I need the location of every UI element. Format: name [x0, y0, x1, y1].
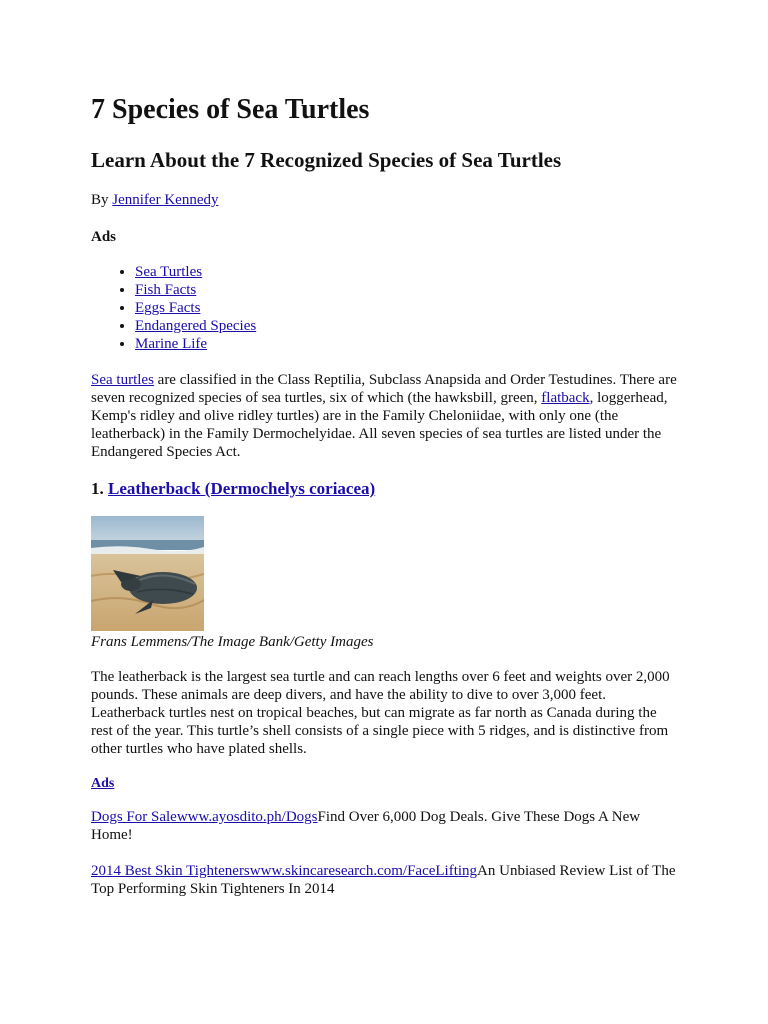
intro-text-b: , loggerhead, Kemp's ridley and olive ridley turtles) are in the Family Cheloniidae, with only one (the leatherback) in the Family Dermochelyidae. All seven species of sea turtles are listed under the Endangered Species Act.	[91, 390, 668, 460]
author-link[interactable]: Jennifer Kennedy	[112, 192, 219, 208]
ad-link-dogs-for-sale[interactable]: Dogs For Salewww.ayosdito.ph/Dogs	[91, 809, 318, 825]
flatback-link[interactable]: flatback	[541, 390, 590, 406]
ad-link-endangered-species[interactable]: Endangered Species	[135, 318, 257, 334]
section-number: 1.	[91, 479, 108, 498]
leatherback-description: The leatherback is the largest sea turtle and can reach lengths over 6 feet and weights over 2,000 pounds. These animals are deep divers, and have the ability to dive to over 3,000 feet. Leatherback turtles nest on tropical beaches, but can migrate as far north as Canada during the rest of the year. This turtle’s shell consists of a single piece with 5 ridges, and is distinctive from other turtles who have plated shells.	[91, 669, 670, 757]
list-item	[135, 299, 256, 317]
list-item	[135, 263, 256, 281]
page-subtitle: Learn About the 7 Recognized Species of Sea Turtles	[91, 148, 562, 172]
ad-item-skin	[91, 862, 681, 898]
ad-link-fish-facts[interactable]: Fish Facts	[135, 282, 197, 298]
ad-link-sea-turtles[interactable]: Sea Turtles	[135, 264, 203, 280]
leatherback-turtle-photo	[91, 516, 204, 631]
photo-caption: Frans Lemmens/The Image Bank/Getty Images	[91, 634, 374, 650]
leatherback-link[interactable]: Leatherback (Dermochelys coriacea)	[108, 479, 376, 498]
sea-turtles-link[interactable]: Sea turtles	[91, 372, 154, 388]
ad-link-marine-life[interactable]: Marine Life	[135, 336, 208, 352]
turtle-photo-illustration	[91, 516, 204, 631]
section-heading-leatherback	[91, 478, 375, 500]
ads-heading-link	[91, 775, 114, 793]
intro-paragraph	[91, 371, 681, 461]
ads-link[interactable]: Ads	[91, 776, 115, 791]
list-item	[135, 317, 256, 335]
byline-prefix: By	[91, 192, 113, 208]
list-item	[135, 281, 256, 299]
ad-text-dogs: Find Over 6,000 Dog Deals. Give These Dogs A New Home!	[91, 809, 641, 843]
byline	[91, 191, 218, 209]
ad-text-skin: An Unbiased Review List of The Top Performing Skin Tighteners In 2014	[91, 863, 676, 897]
ad-link-eggs-facts[interactable]: Eggs Facts	[135, 300, 201, 316]
page-title: 7 Species of Sea Turtles	[91, 94, 370, 125]
list-item	[135, 335, 256, 353]
ads-link-list	[91, 263, 256, 353]
ad-link-skin-tighteners[interactable]: 2014 Best Skin Tightenerswww.skincaresearch.com/FaceLifting	[91, 863, 478, 879]
ads-label: Ads	[91, 229, 117, 245]
ad-item-dogs	[91, 808, 681, 844]
intro-text-a: are classified in the Class Reptilia, Subclass Anapsida and Order Testudines. There are seven recognized species of sea turtles, six of which (the hawksbill, green,	[91, 372, 677, 406]
